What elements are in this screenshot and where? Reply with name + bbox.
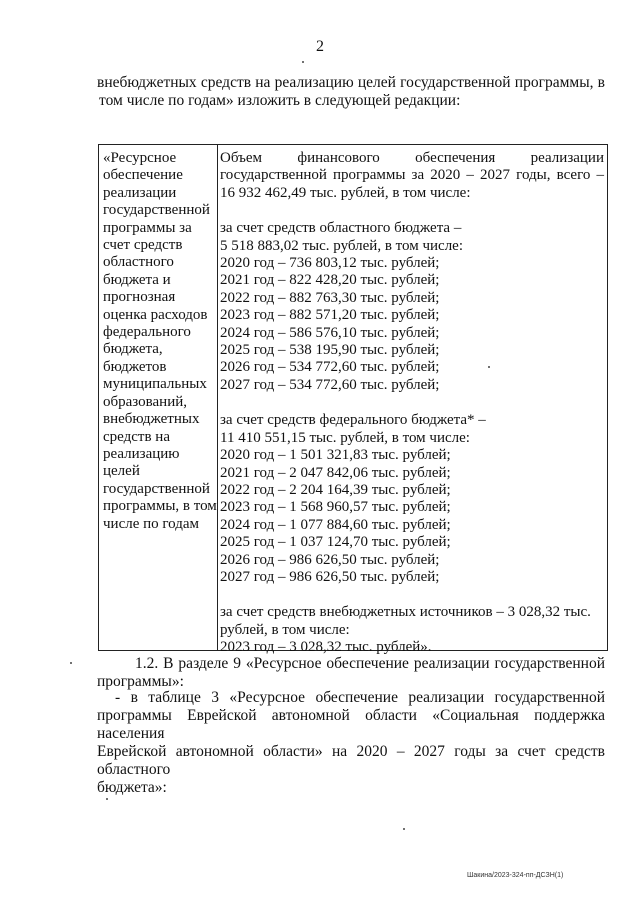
column-divider [217,145,218,650]
total-line: Объем финансового обеспечения реализации [220,150,604,166]
left-cell-line: счет средств [103,237,183,254]
federal-amount: 11 410 551,15 тыс. рублей, в том числе: [220,429,470,446]
left-cell-line: областного [103,254,174,271]
scan-speck [70,662,72,664]
extrabudget-line: рублей, в том числе: [220,621,350,638]
regional-year-line: 2020 год – 736 803,12 тыс. рублей; [220,255,440,272]
extrabudget-line: 2023 год – 3 028,32 тыс. рублей». [220,639,432,656]
federal-year-line: 2025 год – 1 037 124,70 тыс. рублей; [220,534,451,551]
left-cell-line: программы, в том [103,498,217,515]
regional-year-line: 2026 год – 534 772,60 тыс. рублей; [220,359,440,376]
federal-year-line: 2024 год – 1 077 884,60 тыс. рублей; [220,516,451,533]
left-cell-line: обеспечение [103,167,183,184]
left-cell-line: реализацию [103,445,180,462]
left-cell-line: «Ресурсное [103,150,177,166]
bullet-paragraph [97,689,605,797]
section-line: 1.2. В разделе 9 «Ресурсное обеспечение реализации государственной [135,655,605,672]
section-line: программы»: [97,673,184,690]
left-cell-line: оценка расходов [103,306,208,323]
left-cell-line: внебюджетных [103,411,200,428]
left-cell-line: образований, [103,393,188,410]
federal-year-line: 2020 год – 1 501 321,83 тыс. рублей; [220,447,451,464]
federal-year-line: 2021 год – 2 047 842,06 тыс. рублей; [220,464,451,481]
regional-year-line: 2023 год – 882 571,20 тыс. рублей; [220,307,440,324]
left-cell-line: реализации [103,184,177,201]
federal-year-line: 2027 год – 986 626,50 тыс. рублей; [220,568,440,585]
left-cell-line: прогнозная [103,289,176,306]
total-line: государственной программы за 2020 – 2027 годы, всего – [220,167,604,184]
left-cell-line: бюджетов [103,358,167,375]
table-left-cell [103,150,215,533]
scan-speck [302,61,304,63]
left-cell-line: средств на [103,428,170,445]
bullet-line: - в таблице 3 «Ресурсное обеспечение реализации государственной [115,689,605,706]
federal-year-line: 2023 год – 1 568 960,57 тыс. рублей; [220,499,451,516]
intro-paragraph [97,74,605,110]
scan-speck [488,366,490,368]
document-code: Шакина/2023-324-пп-ДСЗН(1) [467,872,564,879]
left-cell-line: числе по годам [103,515,200,532]
federal-year-line: 2026 год – 986 626,50 тыс. рублей; [220,551,440,568]
bullet-line: Еврейской автономной области» на 2020 – 2027 годы за счет средств областного [97,743,605,778]
resource-table [98,144,608,656]
federal-heading: за счет средств федерального бюджета* – [220,412,486,429]
regional-heading: за счет средств областного бюджета – [220,220,462,237]
intro-line: внебюджетных средств на реализацию целей государственной программы, в [97,74,605,91]
scan-speck [106,798,108,800]
left-cell-line: государственной [103,202,210,219]
regional-amount: 5 518 883,02 тыс. рублей, в том числе: [220,237,464,254]
total-line: 16 932 462,49 тыс. рублей, в том числе: [220,184,471,201]
regional-year-line: 2021 год – 822 428,20 тыс. рублей; [220,272,440,289]
regional-year-line: 2025 год – 538 195,90 тыс. рублей; [220,342,440,359]
left-cell-line: бюджета и [103,271,171,288]
bullet-line: бюджета»: [97,779,167,796]
regional-year-line: 2024 год – 586 576,10 тыс. рублей; [220,324,440,341]
extrabudget-line: за счет средств внебюджетных источников – 3 028,32 тыс. [220,604,591,621]
section-paragraph [97,655,605,691]
left-cell-line: программы за [103,219,192,236]
left-cell-line: государственной [103,480,210,497]
federal-year-line: 2022 год – 2 204 164,39 тыс. рублей; [220,481,451,498]
regional-years-list [220,255,604,394]
regional-year-line: 2022 год – 882 763,30 тыс. рублей; [220,289,440,306]
left-cell-line: федерального [103,324,191,341]
intro-line: том числе по годам» изложить в следующей редакции: [99,92,461,109]
page-number: 2 [316,38,324,55]
left-cell-line: целей [103,463,140,480]
scan-speck [403,828,405,830]
federal-years-list [220,447,604,586]
regional-year-line: 2027 год – 534 772,60 тыс. рублей; [220,376,440,393]
left-cell-line: бюджета, [103,341,163,358]
left-cell-line: муниципальных [103,376,207,393]
table-right-cell [220,150,604,657]
bullet-line: программы Еврейской автономной области «Социальная поддержка населения [97,707,605,742]
